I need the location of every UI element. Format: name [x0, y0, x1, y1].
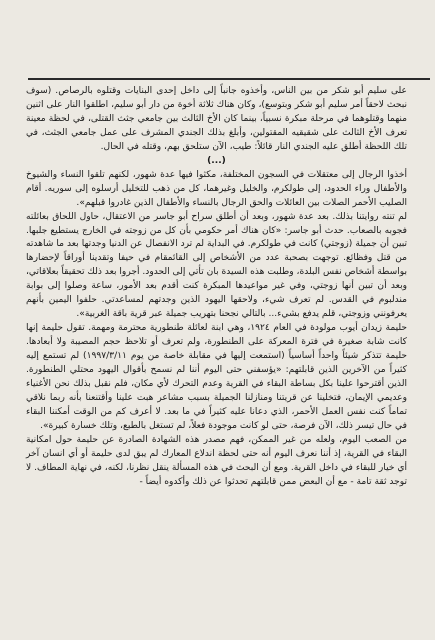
section-break: (...)	[207, 155, 226, 166]
body-text	[26, 85, 407, 490]
paragraph-1: على سليم أبو شكر من بين الناس، وأخذوه جانباً إلى داخل إحدى البنايات وقتلوه بالرصاص. (سوف نبحث لاحقاً أمر سليم أبو شكر وبتوسع)، وكان هناك ثلاثة أخوة من دار أبو سليم، اطلقوا النار على اثنين منهما وقتلوهما في مرحلة مبكرة نسبياً، بينما كان الأخ الثالث بين جامعي جثث القتلى، في لحظة معينة تعرف الأخ الثالث على شقيقيه المقتولين، وأبلغ بذلك الجندي المشرف على عمل جامعي الجثث، في تلك اللحظة أطلق عليه الجندي النار قائلاً: طيب، الآن ستلحق بهم، وقتله في الحال.	[26, 86, 407, 152]
paragraph-5: من الصعب اليوم، ولعله من غير الممكن، فهم مصدر هذه الشهادة الصادرة عن حليمة حول امكانية البقاء في القرية، إذ أننا نعرف اليوم أنه حتى لحظة اندلاع المعارك لم يبق لدى حليمة أو أي انسان آخر أي خيار للبقاء في داخل القرية. ومع أن البحث في هذه المسألة ينقل نظرنا، لكنه، في نهاية المطاف. لا توجد ثقة تامة - مع أن البعض ممن قابلتهم تحدثوا عن ذلك وأكدوه أيضاً -	[26, 434, 407, 487]
paragraph-4: حليمة زيدان أيوب مولودة في العام ١٩٢٤، وهي ابنة لعائلة طنطورية محترمة ومهمة. تقول حليمة إنها كانت شابة صغيرة في فترة المعركة على الطنطورة، ولم تعرف أو تلاحظ حجم المصيبة ولا أبعادها. حليمة تتذكر شيئاً واحداً أساسياً (استمعت إليها في مقابلة خاصة من يوم ١٩٩٧/٣/١١) لم تستمع إليه كثيراً من الآخرين الذين قابلتهم: «يؤسفني حتى اليوم أننا لم نسمح بأقوال اليهود محتلي الطنطورة. الذين أقترحوا علينا بكل بساطة البقاء في القرية وعدم التحرك لأي مكان، فلم نقبل بذلك نحن الأغنياء وعديمي الإيمان، فتخلينا عن قريتنا ومنازلنا الجميلة بسبب مشاعر هبت علينا وأقتنعنا بأنه ربما نلاقي تماماً كنت نفس العمل الأحمر، الذي دعانا عليه كثيراً في ما بعد. لا أعرف كم من الوقت أمكننا البقاء في حال تيسر ذلك، الآن فرصة، حتى لو كانت موجودة فعلاً، لم تستغل بالطبع، وتلك خسارة كبيرة».	[26, 323, 408, 431]
paragraph-2: أخذوا الرجال إلى معتقلات في السجون المختلفة، مكثوا فيها عدة شهور، لكنهم تلقوا النساء والشيوخ والأطفال وراء الحدود، إلى طولكرم، والخليل وغيرهما، كل من ذهب للتخليل أرسلوه إلى سوريه. أقام الصليب الأحمر الصلات بين العائلات والحق الرجال بالنساء والأطفال الذين غادروا قبلهم».	[26, 169, 407, 208]
header-rule	[28, 78, 430, 80]
paragraph-3: لم تنته روايتنا بذلك. بعد عدة شهور، وبعد أن أطلق سراح أبو جاسر من الاعتقال، حاول اللحاق بعائلته فجوبه بالصعاب. حدث أبو جاسر: «كان هناك أمر حكومي بأن كل من زوجته في الخارج يستطيع جلبها. تبين أن جميلة (زوجتي) كانت في طولكرم. في البداية لم ترد الانفصال عن الدنيا وجدتها بعد ما شاهدته من قتل وفظائع. توجهت بصحبة عدد من الأشخاص إلى القائمقام في حيفا وتقدينا أوراقاً لإحضارها بواسطة أشخاص نفس البلدة، وطلبت هذه السيدة بان تأتي إلى الحدود. أجروا بعد ذلك تحقيقاً بعلاقاتي، وبعد أن تبين أنها زوجتي، وفي غير مواعيدها المبكرة كنت أقدم بعد الأمور، ساعة وصلوا إلى بوابة مندلبوم في القدس. لم تعرف شيء، ولاحقها اليهود الذين وجدتهم لمساعدتي. حلفوا اليمين بأنهم يعرفونني وزوجتي، قلم يدفع بشيء... بالتالي نجحنا بتهريب جميلة عبر قرية باقة الغربية».	[26, 211, 407, 320]
